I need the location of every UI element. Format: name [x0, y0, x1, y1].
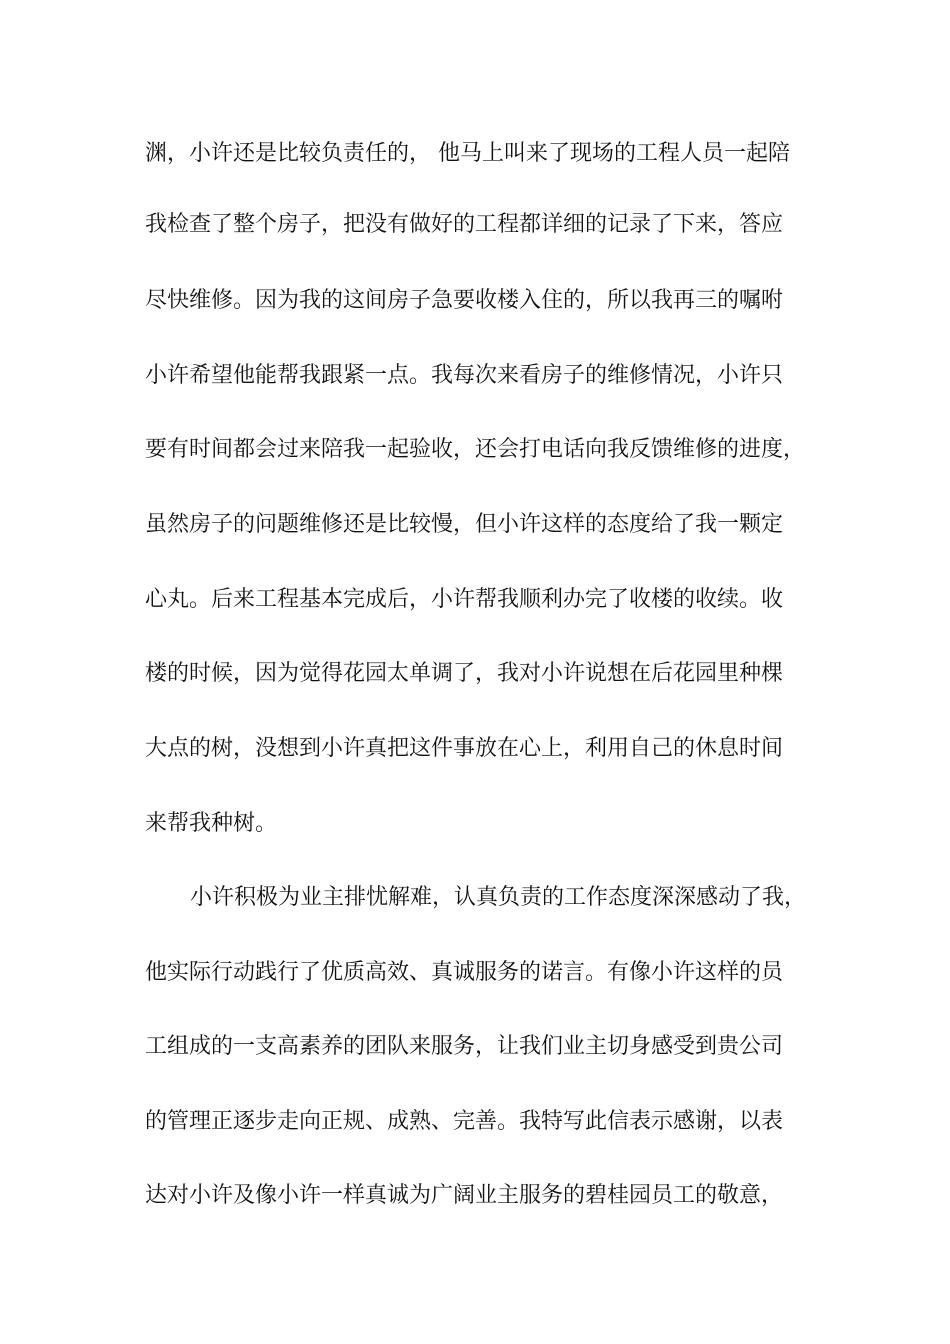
- text-line: 心丸。后来工程基本完成后，小许帮我顺利办完了收楼的收续。收: [145, 587, 784, 612]
- text-line: 渊，小许还是比较负责任的， 他马上叫来了现场的工程人员一起陪: [145, 141, 790, 166]
- text-line: 我检查了整个房子，把没有做好的工程都详细的记录了下来，答应: [145, 212, 784, 237]
- text-line: 达对小许及像小许一样真诚为广阔业主服务的碧桂园员工的敬意，: [145, 1183, 784, 1208]
- text-line: 的管理正逐步走向正规、成熟、完善。我特写此信表示感谢，以表: [145, 1109, 784, 1134]
- text-line: 大点的树，没想到小许真把这件事放在心上，利用自己的休息时间: [145, 736, 784, 761]
- text-line: 小许希望他能帮我跟紧一点。我每次来看房子的维修情况，小许只: [145, 363, 784, 388]
- text-line: 尽快维修。因为我的这间房子急要收楼入住的，所以我再三的嘱咐: [145, 288, 784, 313]
- text-line: 要有时间都会过来陪我一起验收，还会打电话向我反馈维修的进度，: [145, 437, 806, 462]
- text-line: 工组成的一支高素养的团队来服务，让我们业主切身感受到贵公司: [145, 1034, 784, 1059]
- text-line: 虽然房子的问题维修还是比较慢，但小许这样的态度给了我一颗定: [145, 512, 784, 537]
- text-line: 来帮我种树。: [145, 811, 278, 836]
- text-line: 楼的时候，因为觉得花园太单调了，我对小许说想在后花园里种棵: [145, 661, 784, 686]
- paragraph-start-line: 小许积极为业主排忧解难，认真负责的工作态度深深感动了我，: [190, 885, 807, 910]
- text-line: 他实际行动践行了优质高效、真诚服务的诺言。有像小许这样的员: [145, 960, 784, 985]
